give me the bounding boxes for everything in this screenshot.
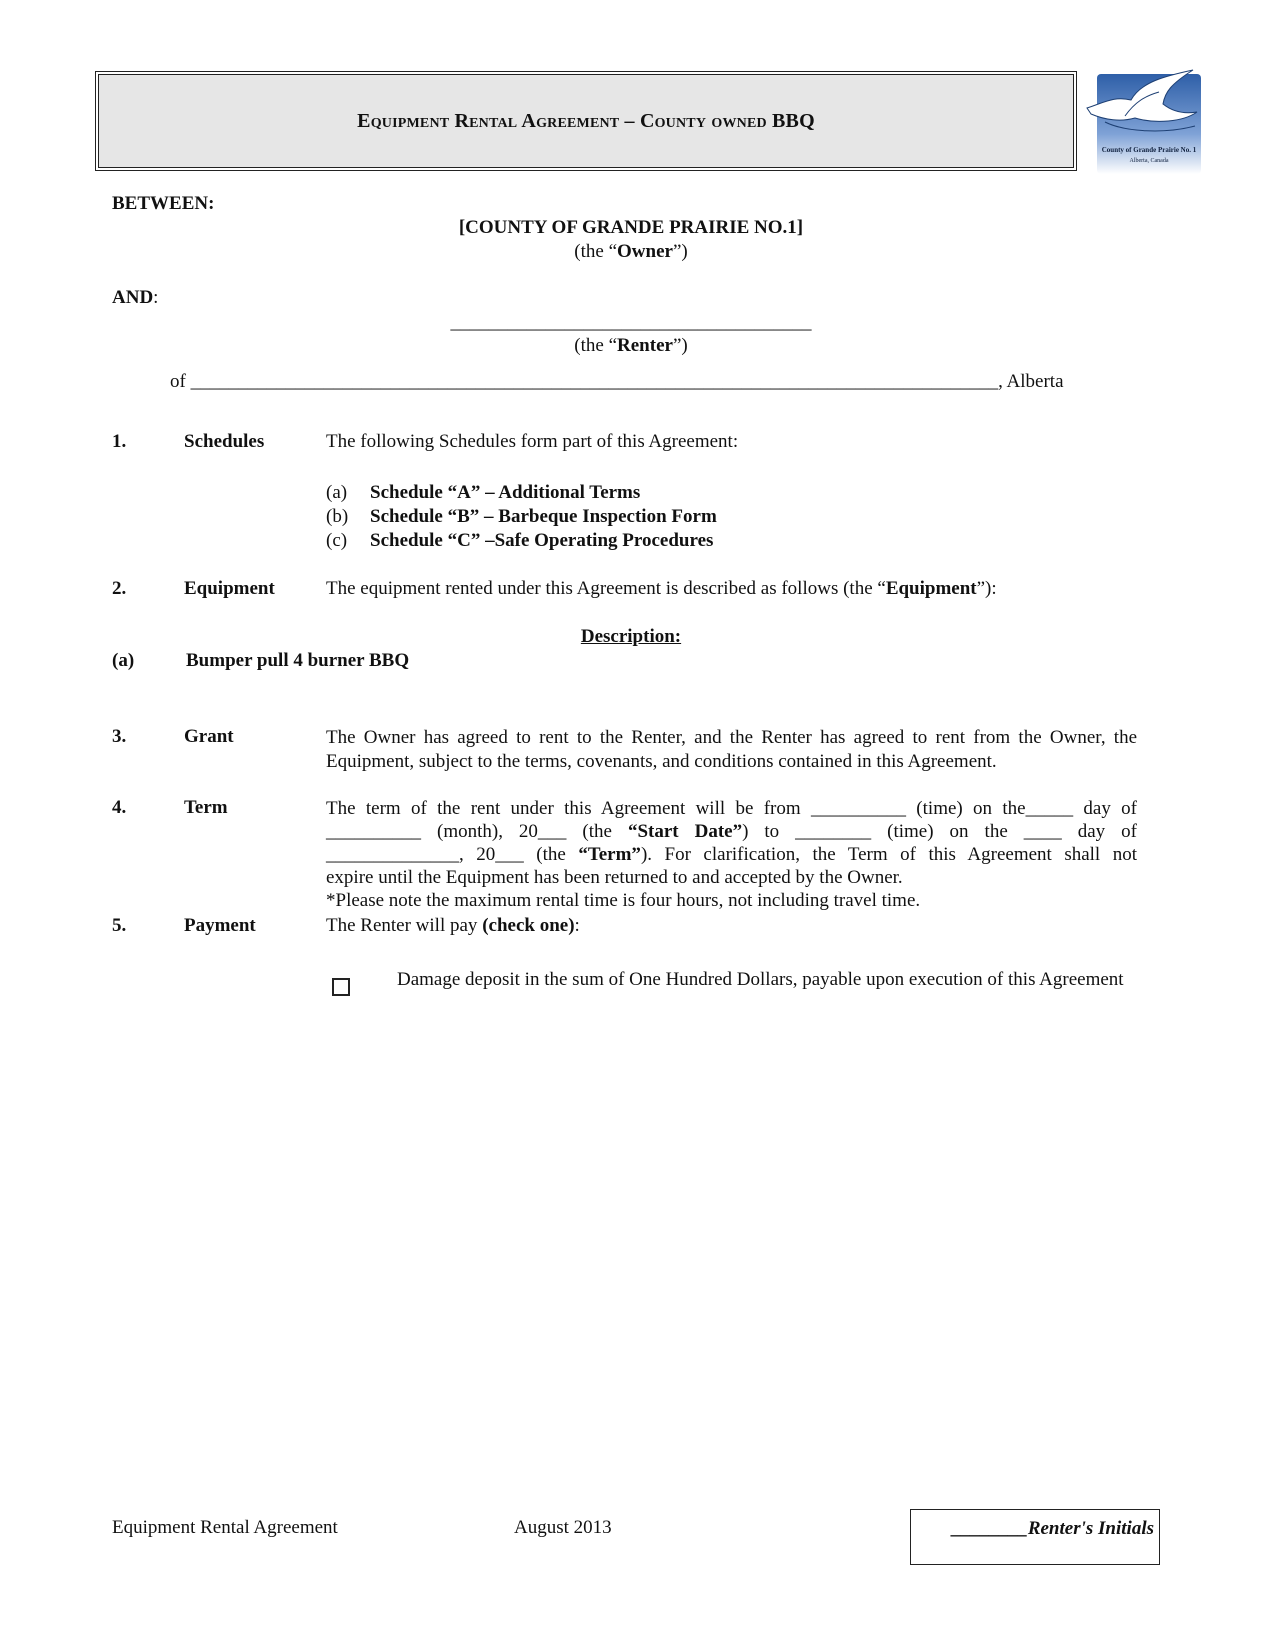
renter-initials: [918, 1518, 1154, 1540]
renter-address-field[interactable]: _____________________________________________________________________________________: [190, 371, 999, 392]
renter-initials-label: Renter's Initials: [1027, 1518, 1154, 1539]
renter-role: (the “Renter”): [574, 335, 688, 356]
renter-name-field[interactable]: ______________________________________: [450, 312, 812, 333]
section-2-text: The equipment rented under this Agreement is described as follows (the “Equipment”):: [326, 578, 997, 599]
owner-name: [COUNTY OF GRANDE PRAIRIE NO.1]: [458, 217, 804, 238]
and-label: AND:: [112, 287, 159, 308]
schedule-a-letter: (a): [326, 482, 348, 503]
owner-role: (the “Owner”): [574, 241, 688, 262]
section-4-body: [326, 797, 1137, 912]
section-5-heading: Payment: [184, 915, 256, 936]
term-line-1: The term of the rent under this Agreement will be from __________ (time) on the_____ day of: [326, 798, 1137, 819]
section-4-number: 4.: [112, 797, 127, 818]
county-logo: [1085, 62, 1225, 182]
footer-doc-name: Equipment Rental Agreement: [112, 1517, 338, 1538]
section-3-text: The Owner has agreed to rent to the Renter, and the Renter has agreed to rent from the Owner, the Equipment, subject to the terms, covenants, and conditions contained in this Agreement.: [326, 727, 1137, 772]
section-5-text: The Renter will pay (check one):: [326, 915, 580, 936]
schedule-c-text: Schedule “C” –Safe Operating Procedures: [370, 530, 714, 551]
description-label: Description:: [580, 626, 682, 647]
between-label: BETWEEN:: [112, 193, 215, 214]
section-1-text: The following Schedules form part of this Agreement:: [326, 431, 739, 452]
document-title: Equipment Rental Agreement – County owned BBQ: [357, 110, 815, 132]
section-2-heading: Equipment: [184, 578, 275, 599]
logo-line1: County of Grande Prairie No. 1: [1101, 146, 1197, 154]
damage-deposit-text: Damage deposit in the sum of One Hundred Dollars, payable upon execution of this Agreement: [397, 969, 1124, 990]
section-1-heading: Schedules: [184, 431, 265, 452]
section-5-number: 5.: [112, 915, 127, 936]
swan-logo-icon: [1085, 62, 1225, 182]
logo-line2: Alberta, Canada: [1129, 158, 1169, 164]
section-1-number: 1.: [112, 431, 127, 452]
schedule-c-letter: (c): [326, 530, 348, 551]
renter-address-line: of _____________________________________________________________________________________, Alberta: [170, 371, 1064, 392]
schedule-a-text: Schedule “A” – Additional Terms: [370, 482, 641, 503]
renter-initials-line: ________: [951, 1518, 1028, 1539]
section-3-heading: Grant: [184, 726, 234, 747]
schedule-b-text: Schedule “B” – Barbeque Inspection Form: [370, 506, 717, 527]
term-line-4: expire until the Equipment has been returned to and accepted by the Owner.: [326, 867, 903, 888]
equipment-item-letter: (a): [112, 650, 135, 671]
schedule-b-letter: (b): [326, 506, 349, 527]
term-line-3: ______________, 20___ (the “Term”). For clarification, the Term of this Agreement shall not: [326, 844, 1137, 865]
section-2-number: 2.: [112, 578, 127, 599]
section-4-heading: Term: [184, 797, 228, 818]
term-note: *Please note the maximum rental time is four hours, not including travel time.: [326, 890, 921, 911]
section-3-number: 3.: [112, 726, 127, 747]
equipment-item-text: Bumper pull 4 burner BBQ: [186, 650, 410, 671]
damage-deposit-checkbox[interactable]: [332, 978, 350, 996]
term-line-2: __________ (month), 20___ (the “Start Date”) to ________ (time) on the ____ day of: [326, 821, 1137, 842]
footer-date: August 2013: [514, 1517, 612, 1538]
